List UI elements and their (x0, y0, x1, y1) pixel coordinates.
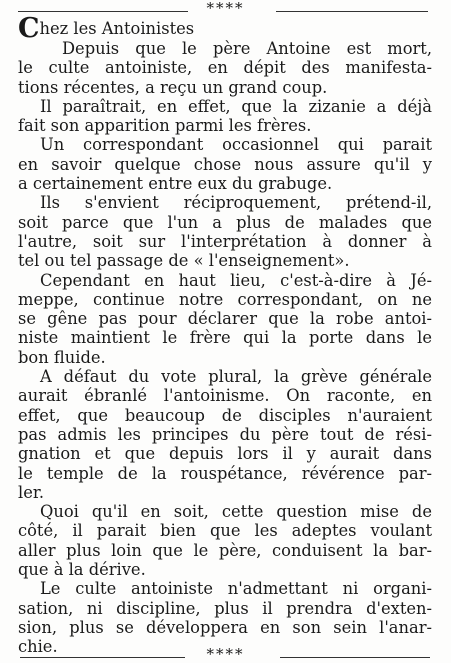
article-line: côté, il parait bien que les adeptes voulant (18, 521, 432, 541)
article-line: meppe, continue notre correspondant, on ne (18, 289, 432, 309)
article-line: sation, ni discipline, plus il prendra d'exten- (18, 598, 432, 618)
article-line: ler. (18, 482, 45, 502)
article-line: aurait ébranlé l'antoinisme. On raconte, en (18, 386, 432, 406)
article-line: l'autre, soit sur l'interprétation à donner à (18, 231, 432, 251)
article-line: chie. (18, 637, 58, 657)
article-line: aller plus loin que le père, conduisent la bar- (18, 540, 432, 560)
article-line: pas admis les principes du père tout de rési- (18, 424, 432, 444)
article-line: le culte antoiniste, en dépit des manifesta- (18, 58, 432, 78)
article-line: a certainement entre eux du grabuge. (18, 174, 333, 194)
dropcap-letter: C (18, 13, 40, 44)
article-line: Cependant en haut lieu, c'est-à-dire à Jé- (40, 270, 432, 290)
bottom-rule-right (280, 657, 430, 658)
article-line: gnation et que depuis lors il y aurait dans (18, 444, 432, 464)
article-title (18, 13, 432, 44)
top-rule-right (276, 11, 428, 12)
article-line: Quoi qu'il en soit, cette question mise de (40, 502, 432, 522)
article-line: niste maintient le frère qui la porte dans le (18, 328, 432, 348)
article-line: effet, que beaucoup de disciples n'auraient (18, 405, 432, 425)
article-line: soit parce que l'un a plus de malades que (18, 212, 432, 232)
article-line: que à la dérive. (18, 560, 146, 580)
article-line: tions récentes, a reçu un grand coup. (18, 77, 328, 97)
article-line: en savoir quelque chose nous assure qu'il y (18, 154, 432, 174)
article-line: Le culte antoiniste n'admettant ni organi- (40, 579, 432, 599)
article-line: sion, plus se développera en son sein l'anar- (18, 617, 432, 637)
article-line: bon fluide. (18, 347, 106, 367)
article-line: Il paraîtrait, en effet, que la zizanie a déjà (40, 96, 432, 116)
article-line: le temple de la rouspétance, révérence par- (18, 463, 432, 483)
article-line: Ils s'envient réciproquement, prétend-il, (40, 193, 432, 213)
article-line: A défaut du vote plural, la grève générale (40, 367, 432, 387)
article-line: tel ou tel passage de « l'enseignement». (18, 251, 350, 271)
article-line: Un correspondant occasionnel qui parait (40, 135, 432, 155)
top-ornament: **** (206, 0, 245, 17)
bottom-ornament: **** (206, 645, 245, 663)
title-text: hez les Antoinistes (39, 19, 195, 38)
article-line: se gêne pas pour déclarer que la robe antoi- (18, 309, 432, 329)
article-line: Depuis que le père Antoine est mort, (62, 39, 432, 58)
article-line: fait son apparition parmi les frères. (18, 116, 312, 136)
article-body (18, 13, 432, 657)
